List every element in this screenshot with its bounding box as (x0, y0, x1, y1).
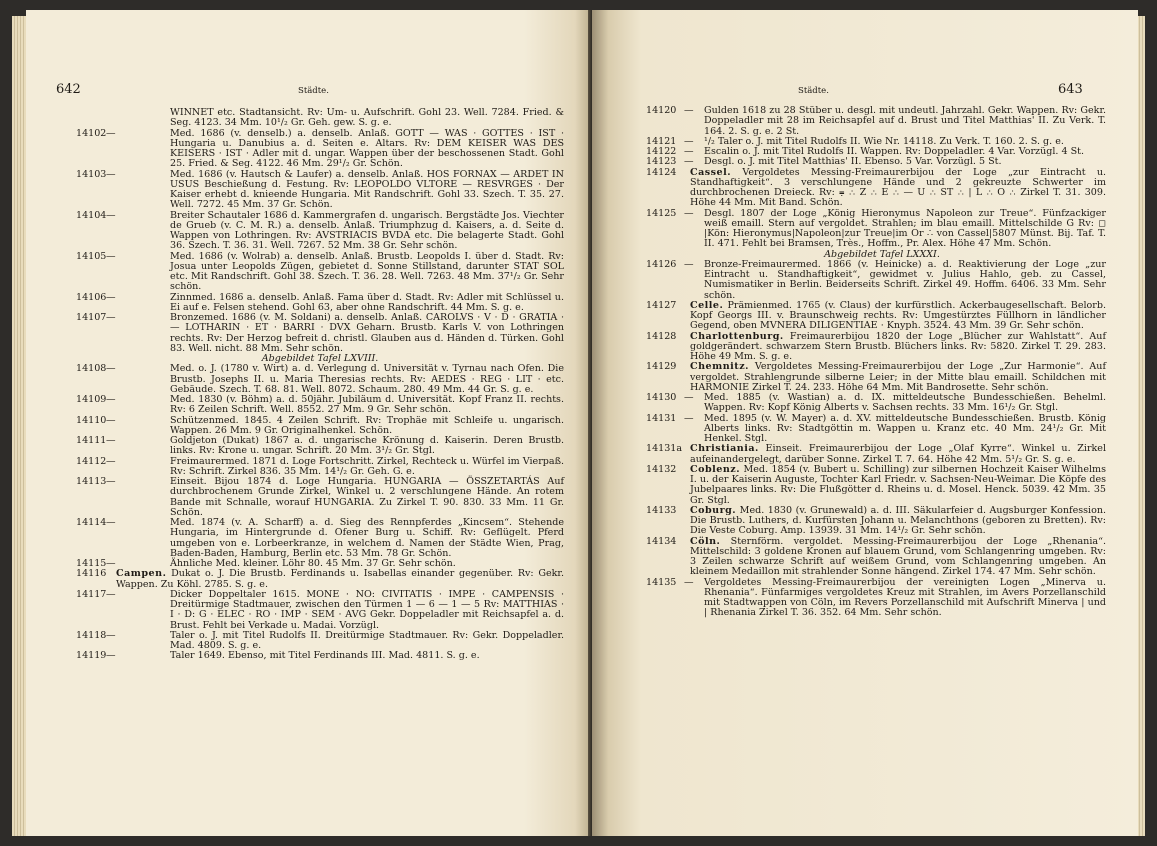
lot-number: 14126 (646, 258, 677, 270)
entry-text: Dukat o. J. Die Brustb. Ferdinands u. Isabellas einander gegenüber. Rv: Gekr. Wappen. Zu Köhl. 2785. S. g. e. (116, 568, 564, 590)
entry-text: Schützenmed. 1845. 4 Zeilen Schrift. Rv: Trophäe mit Schleife u. ungarisch. Wappen. 26 Mm. 9 Gr. Originalhenkel. Schön. (170, 414, 564, 436)
catalog-entry (76, 252, 564, 293)
lot-number: 14113 (76, 476, 107, 487)
ditto-dash: — (684, 412, 694, 424)
entry-text: Escalin o. J. mit Titel Rudolfs II. Wappen. Rv: Doppeladler. 4 Var. Vorzügl. 4 St. (704, 146, 1084, 157)
page-number: 643 (1058, 82, 1083, 97)
lot-number: 14130 (646, 392, 677, 403)
entry-text: Breiter Schautaler 1686 d. Kammergrafen d. ungarisch. Bergstädte Jos. Viechter de Grueb (v. C. M. R.) a. denselb. Anlaß. Triumphzug d. Kaisers, a. d. Seite d. Wappen von Lothringen. Rv: AVSTRIACIS BVDA etc. Die belagerte Stadt. Gohl 36. Szech. T. 36. 31. Well. 7267. 52 Mm. 38 Gr. Sehr schön. (170, 209, 564, 252)
lot-number: 14111 (76, 435, 107, 446)
entries-list (646, 105, 1107, 619)
city-name: Campen. (116, 568, 167, 580)
ditto-dash: — (684, 105, 694, 116)
city-name: Charlottenburg. (690, 330, 784, 342)
entry-text: Med. 1830 (v. Böhm) a. d. 50jähr. Jubiläum d. Universität. Kopf Franz II. rechts. Rv: 6 Zeilen Schrift. Well. 8552. 27 Mm. 9 Gr. Sehr schön. (170, 394, 564, 416)
lot-number: 14132 (646, 463, 677, 475)
ditto-dash: — (106, 168, 116, 180)
ditto-dash: — (106, 558, 116, 569)
lot-number: 14131a (646, 443, 683, 455)
ditto-dash: — (106, 363, 116, 375)
lot-number: 14116 (76, 568, 107, 580)
ditto-dash: — (106, 312, 116, 323)
entry-text: Med. 1686 (v. denselb.) a. denselb. Anlaß. GOTT — WAS · GOTTES · IST · Hungaria u. Danubius a. d. Seiten e. Altars. Rv: DEM KEISER WAS DES KEISERS · IST · Adler mit d. ungar. Wappen über der beschossenen Stadt. Gohl 25. Fried. & Seg. 4122. 46 Mm. 29¹/₂ Gr. Schön. (170, 127, 564, 170)
catalog-entry (646, 361, 1106, 393)
catalog-entry (76, 631, 564, 652)
lot-number: 14129 (646, 361, 677, 373)
entry-text: Vergoldetes Messing-Freimaurerbijou der Loge „Zur Harmonie“. Auf vergoldet. Strahlengrunde silberne Leier; in der Mitte blau emaill. Schildchen mit HARMONIE Zirkel T. 24. 233. Höhe 64 Mm. Mit Bandrosette. Sehr schön. (690, 361, 1106, 393)
right-page (592, 10, 1138, 836)
catalog-entry (76, 211, 564, 252)
catalog-entry (76, 569, 564, 590)
plate-reference: Abgebildet Tafel LXVIII. (261, 353, 379, 364)
entry-text: Dicker Doppeltaler 1615. MONE · NO: CIVITATIS · IMPE · CAMPENSIS · Dreitürmige Stadtmauer, zwischen den Türmen 1 — 6 — 1 — 5 Rv: MATTHIAS · I · D: G · ELEC · RO · IMP · SEM · AVG Gekr. Doppeladler mit Reichsapfel a. d. Brust. Fehlt bei Verkade u. Madai. Vorzügl. (170, 588, 564, 631)
entry-text: Med. 1885 (v. Wastian) a. d. IX. mitteldeutsche Bundesschießen. Behelml. Wappen. Rv: Kopf König Alberts v. Sachsen rechts. 33 Mm. 16¹/₂ Gr. Stgl. (704, 392, 1106, 414)
lot-number: 14112 (76, 455, 107, 467)
entry-text: ¹/₂ Taler o. J. mit Titel Rudolfs II. Wie Nr. 14118. Zu Verk. T. 160. 2. S. g. e. (704, 135, 1064, 147)
ditto-dash: — (106, 414, 116, 426)
entry-text: Desgl. o. J. mit Titel Matthias' II. Ebenso. 5 Var. Vorzügl. 5 St. (704, 156, 1002, 168)
entry-text: Bronzemed. 1686 (v. M. Soldani) a. denselb. Anlaß. CAROLVS · V · D · GRATIA · — LOTHARIN · ET · BARRI · DVX Geharn. Brustb. Karls V. von Lothringen rechts. Rv: Der Herzog befreit d. christl. Glauben aus d. Händen d. Türken. Gohl 83. Well. nicht. 88 Mm. Sehr schön. (170, 312, 564, 354)
lot-number: 14107 (76, 312, 107, 323)
ditto-dash: — (106, 127, 116, 139)
entries-list (76, 108, 564, 662)
left-page (26, 10, 592, 836)
entry-text: Taler o. J. mit Titel Rudolfs II. Dreitürmige Stadtmauer. Rv: Gekr. Doppeladler. Mad. 4809. S. g. e. (170, 629, 564, 651)
catalog-entry (646, 105, 1106, 137)
entry-text: Prämienmed. 1765 (v. Claus) der kurfürstlich. Ackerbaugesellschaft. Belorb. Kopf Georgs III. v. Braunschweig rechts. Rv: Umgestürztes Füllhorn in ländlicher Gegend, oben MVNERA DILIGENTIAE · Knyph. 3524. 43 Mm. 39 Gr. Sehr schön. (690, 299, 1106, 332)
lot-number: 14125 (646, 207, 677, 219)
ditto-dash: — (106, 394, 116, 405)
catalog-entry (76, 395, 564, 416)
lot-number: 14114 (76, 517, 107, 528)
lot-number: 14122 (646, 146, 677, 157)
catalog-entry (76, 416, 564, 437)
catalog-entry (76, 651, 564, 661)
catalog-entry (646, 535, 1106, 578)
entry-text: Bronze-Freimaurermed. 1866 (v. Heinicke) a. d. Reaktivierung der Loge „zur Eintracht u. Standhaftigkeit“, gewidmet v. Julius Hahlo, geb. zu Cassel, Numismatiker in Berlin. Beiderseits Schrift. Zirkel 49. Hoffm. 6406. 33 Mm. Sehr schön. (704, 258, 1106, 301)
catalog-entry (76, 590, 564, 631)
continuation-text: WINNET etc. Stadtansicht. Rv: Um- u. Aufschrift. Gohl 23. Well. 7284. Fried. & Seg. 4123. 34 Mm. 10¹/₂ Gr. Geh. gew. S. g. e. (170, 107, 564, 129)
ditto-dash: — (106, 250, 116, 262)
catalog-entry (76, 436, 564, 457)
entry-text: Freimaurerbijou 1820 der Loge „Blücher zur Wahlstatt“. Auf goldgerändert. schwarzem Stern Brustb. Blüchers links. Rv: 5820. Zirkel T. 29. 283. Höhe 49 Mm. S. g. e. (690, 330, 1106, 362)
entry-text: Vergoldetes Messing-Freimaurerbijou der Loge „zur Eintracht u. Standhaftigkeit“. 3 verschlungene Hände und 2 gekreuzte Schwerter im durchbrochenen Dreieck. Rv: ⩦ ∴ Z ∴ E ∴ — U ∴ ST ∴ | L ∴ O ∴ Zirkel T. 31. 309. Höhe 44 Mm. Mit Band. Schön. (690, 166, 1107, 209)
entry-text: Einseit. Bijou 1874 d. Loge Hungaria. HUNGARIA — ÖSSZETARTÁS Auf durchbrochenem Grunde Zirkel, Winkel u. 2 verschlungene Hände. An rotem Bande mit Schnalle, worauf HUNGARIA. Zu Zirkel T. 90. 830. 33 Mm. 11 Gr. Schön. (170, 476, 564, 518)
catalog-entry (76, 518, 564, 559)
lot-number: 14131 (646, 412, 677, 424)
ditto-dash: — (106, 455, 116, 467)
entry-text: Med. 1895 (v. W. Mayer) a. d. XV. mitteldeutsche Bundesschießen. Brustb. König Alberts links. Rv: Stadtgöttin m. Wappen u. Kranz etc. 40 Mm. 24¹/₂ Gr. Mit Henkel. Stgl. (704, 412, 1106, 444)
lot-number: 14105 (76, 250, 107, 262)
lot-number: 14110 (76, 414, 107, 426)
ditto-dash: — (106, 650, 116, 662)
lot-number: 14133 (646, 504, 677, 516)
catalog-entry (76, 364, 564, 395)
lot-number: 14134 (646, 535, 677, 547)
ditto-dash: — (684, 146, 694, 157)
page-edges-left (12, 16, 26, 836)
ditto-dash: — (106, 209, 116, 221)
entry-text: Desgl. 1807 der Loge „König Hieronymus Napoleon zur Treue“. Fünfzackiger weiß emaill. Stern auf vergoldet. Strahlen; im blau emaill. Mittelschilde G Rv: ◻ |Kön: Hieronymus|Napoleon|zur Treue|im Or ∴ von Cassel|5807 Münst. Bij. Taf. T. II. 471. Fehlt bei Bramsen, Très., Hoffm., Pr. Alex. Höhe 47 Mm. Schön. (704, 207, 1106, 250)
catalog-entry (646, 207, 1106, 250)
catalog-entry (76, 293, 564, 314)
city-name: Christiania. (690, 443, 759, 455)
lot-number: 14108 (76, 363, 107, 375)
ditto-dash: — (684, 207, 694, 219)
city-name: Cöln. (690, 535, 721, 547)
running-head: Städte. (298, 86, 329, 96)
ditto-dash: — (684, 258, 694, 270)
catalog-entry (76, 170, 564, 211)
ditto-dash: — (684, 156, 694, 168)
lot-number: 14120 (646, 105, 677, 116)
entry-text: Med. 1686 (v. Wolrab) a. denselb. Anlaß. Brustb. Leopolds I. über d. Stadt. Rv: Josua unter Leopolds Zügen, gebietet d. Sonne Stillstand, darunter STAT SOL etc. Mit Randschrift. Gohl 38. Szech. T. 36. 28. Well. 7263. 48 Mm. 37¹/₂ Gr. Sehr schön. (170, 250, 564, 293)
entry-text: Gulden 1618 zu 28 Stüber u. desgl. mit undeutl. Jahrzahl. Gekr. Wappen. Rv: Gekr. Doppeladler mit 28 im Reichsapfel auf d. Brust und Titel Matthias' II. Zu Verk. T. 164. 2. S. g. e. 2 St. (704, 105, 1106, 137)
page-number: 642 (56, 82, 81, 97)
ditto-dash: — (106, 629, 116, 641)
ditto-dash: — (106, 435, 116, 446)
entry-text: Med. 1830 (v. Grunewald) a. d. III. Säkularfeier d. Augsburger Konfession. Die Brustb. Luthers, d. Kurfürsten Johann u. Melanchthons (geboren zu Bretten). Rv: Die Veste Coburg. Amp. 13939. 31 Mm. 14¹/₂ Gr. Sehr schön. (690, 504, 1106, 537)
city-name: Coblenz. (690, 463, 741, 475)
catalog-entry (76, 313, 564, 354)
catalog-entry (76, 457, 564, 478)
lot-number: 14135 (646, 576, 677, 588)
entry-text: Med. 1854 (v. Bubert u. Schilling) zur silbernen Hochzeit Kaiser Wilhelms I. u. der Kaiserin Auguste, Tochter Karl Friedr. v. Sachsen-Neu-Weimar. Die Köpfe des Jubelpaares links. Rv: Die Flußgötter d. Rheins u. d. Mosel. Henck. 5039. 42 Mm. 35 Gr. Stgl. (690, 463, 1106, 506)
entry-text: Med. 1686 (v. Hautsch & Laufer) a. denselb. Anlaß. HOS FORNAX — ARDET IN USUS Beschießung d. Festung. Rv: LEOPOLDO VLTORE — RESVRGES · Der Kaiser erhebt d. knieende Hungaria. Mit Randschrift. Gohl 33. Szech. T. 35. 27. Well. 7272. 45 Mm. 37 Gr. Schön. (170, 168, 564, 211)
lot-number: 14128 (646, 330, 677, 342)
ditto-dash: — (684, 392, 694, 403)
lot-number: 14115 (76, 558, 107, 569)
entry-text: Vergoldetes Messing-Freimaurerbijou der vereinigten Logen „Minerva u. Rhenania“. Fünfarmiges vergoldetes Kreuz mit Strahlen, im Avers Porzellanschild mit Stadtwappen von Cöln, im Revers Porzellanschild mit Aufschrift Minerva | und | Rhenania Zirkel T. 36. 352. 64 Mm. Sehr schön. (704, 576, 1106, 619)
ditto-dash: — (684, 135, 694, 147)
city-name: Chemnitz. (690, 361, 749, 373)
ditto-dash: — (106, 517, 116, 528)
entry-text: Taler 1649. Ebenso, mit Titel Ferdinands III. Mad. 4811. S. g. e. (170, 650, 480, 662)
open-book (8, 6, 1149, 840)
catalog-entry (76, 129, 564, 170)
lot-number: 14123 (646, 156, 677, 168)
lot-number: 14102 (76, 127, 107, 139)
ditto-dash: — (106, 476, 116, 487)
lot-number: 14117 (76, 588, 107, 600)
city-name: Celle. (690, 299, 724, 311)
entry-text: Einseit. Freimaurerbijou der Loge „Olaf Kyrre“. Winkel u. Zirkel aufeinandergelegt, darüber Sonne. Zirkel T. 7. 64. Höhe 42 Mm. 5¹/₂ Gr. S. g. e. (690, 443, 1106, 465)
catalog-entry (646, 258, 1106, 301)
city-name: Cassel. (690, 166, 732, 178)
ditto-dash: — (106, 291, 116, 303)
catalog-entry (646, 412, 1106, 445)
catalog-entry (646, 330, 1106, 363)
ditto-dash: — (684, 576, 694, 588)
plate-reference: Abgebildet Tafel LXXXI. (824, 248, 940, 260)
entry-text: Zinnmed. 1686 a. denselb. Anlaß. Fama über d. Stadt. Rv: Adler mit Schlüssel u. Ei auf e. Felsen stehend. Gohl 63, aber ohne Randschrift. 44 Mm. S. g. e. (170, 291, 564, 313)
entry-text: Goldjeton (Dukat) 1867 a. d. ungarische Krönung d. Kaiserin. Deren Brustb. links. Rv: Krone u. ungar. Schrift. 20 Mm. 3¹/₂ Gr. Stgl. (170, 435, 564, 457)
lot-number: 14121 (646, 135, 677, 147)
catalog-entry (646, 463, 1106, 506)
city-name: Coburg. (690, 504, 737, 516)
lot-number: 14124 (646, 166, 677, 178)
catalog-entry (646, 299, 1106, 332)
entry-text: Med. 1874 (v. A. Scharff) a. d. Sieg des Rennpferdes „Kincsem“. Stehende Hungaria, im Hintergrunde d. Ofener Burg u. Schiff. Rv: Geflügelt. Pferd umgeben von e. Lorbeerkranze, in welchem d. Namen der Städte Wien, Prag, Baden-Baden, Hamburg, Berlin etc. 53 Mm. 78 Gr. Schön. (170, 517, 564, 559)
running-head: Städte. (798, 86, 829, 96)
ditto-dash: — (106, 588, 116, 600)
entry-text: Freimaurermed. 1871 d. Loge Fortschritt. Zirkel, Rechteck u. Würfel im Vierpaß. Rv: Schrift. Zirkel 836. 35 Mm. 14¹/₂ Gr. Geh. G. e. (170, 455, 564, 477)
lot-number: 14118 (76, 629, 107, 641)
entry-text: Ähnliche Med. kleiner. Löhr 80. 45 Mm. 37 Gr. Sehr schön. (170, 558, 456, 569)
entry-text: Sternförm. vergoldet. Messing-Freimaurerbijou der Loge „Rhenania“. Mittelschild: 3 goldene Kronen auf blauem Grund, vom Schlangenring umgeben. Rv: 3 Zeilen schwarze Schrift auf weißem Grund, vom Schlangenring umgeben. An kleinem Medaillon mit strahlender Sonne hängend. Zirkel 174. 47 Mm. Sehr schön. (690, 535, 1106, 578)
catalog-entry (76, 477, 564, 518)
lot-number: 14127 (646, 299, 677, 311)
catalog-entry (646, 443, 1106, 465)
lot-number: 14106 (76, 291, 107, 303)
lot-number: 14104 (76, 209, 107, 221)
lot-number: 14103 (76, 168, 107, 180)
catalog-entry (646, 504, 1106, 537)
entry-text: Med. o. J. (1780 v. Wirt) a. d. Verlegung d. Universität v. Tyrnau nach Ofen. Die Brustb. Josephs II. u. Maria Theresias rechts. Rv: AEDES · REG · LIT · etc. Gebäude. Szech. T. 68. 81. Well. 8072. Schaum. 280. 49 Mm. 44 Gr. S. g. e. (170, 363, 564, 395)
catalog-entry (646, 576, 1106, 619)
catalog-entry (646, 392, 1106, 414)
catalog-entry (646, 166, 1107, 209)
lot-number: 14109 (76, 394, 107, 405)
lot-number: 14119 (76, 650, 107, 662)
